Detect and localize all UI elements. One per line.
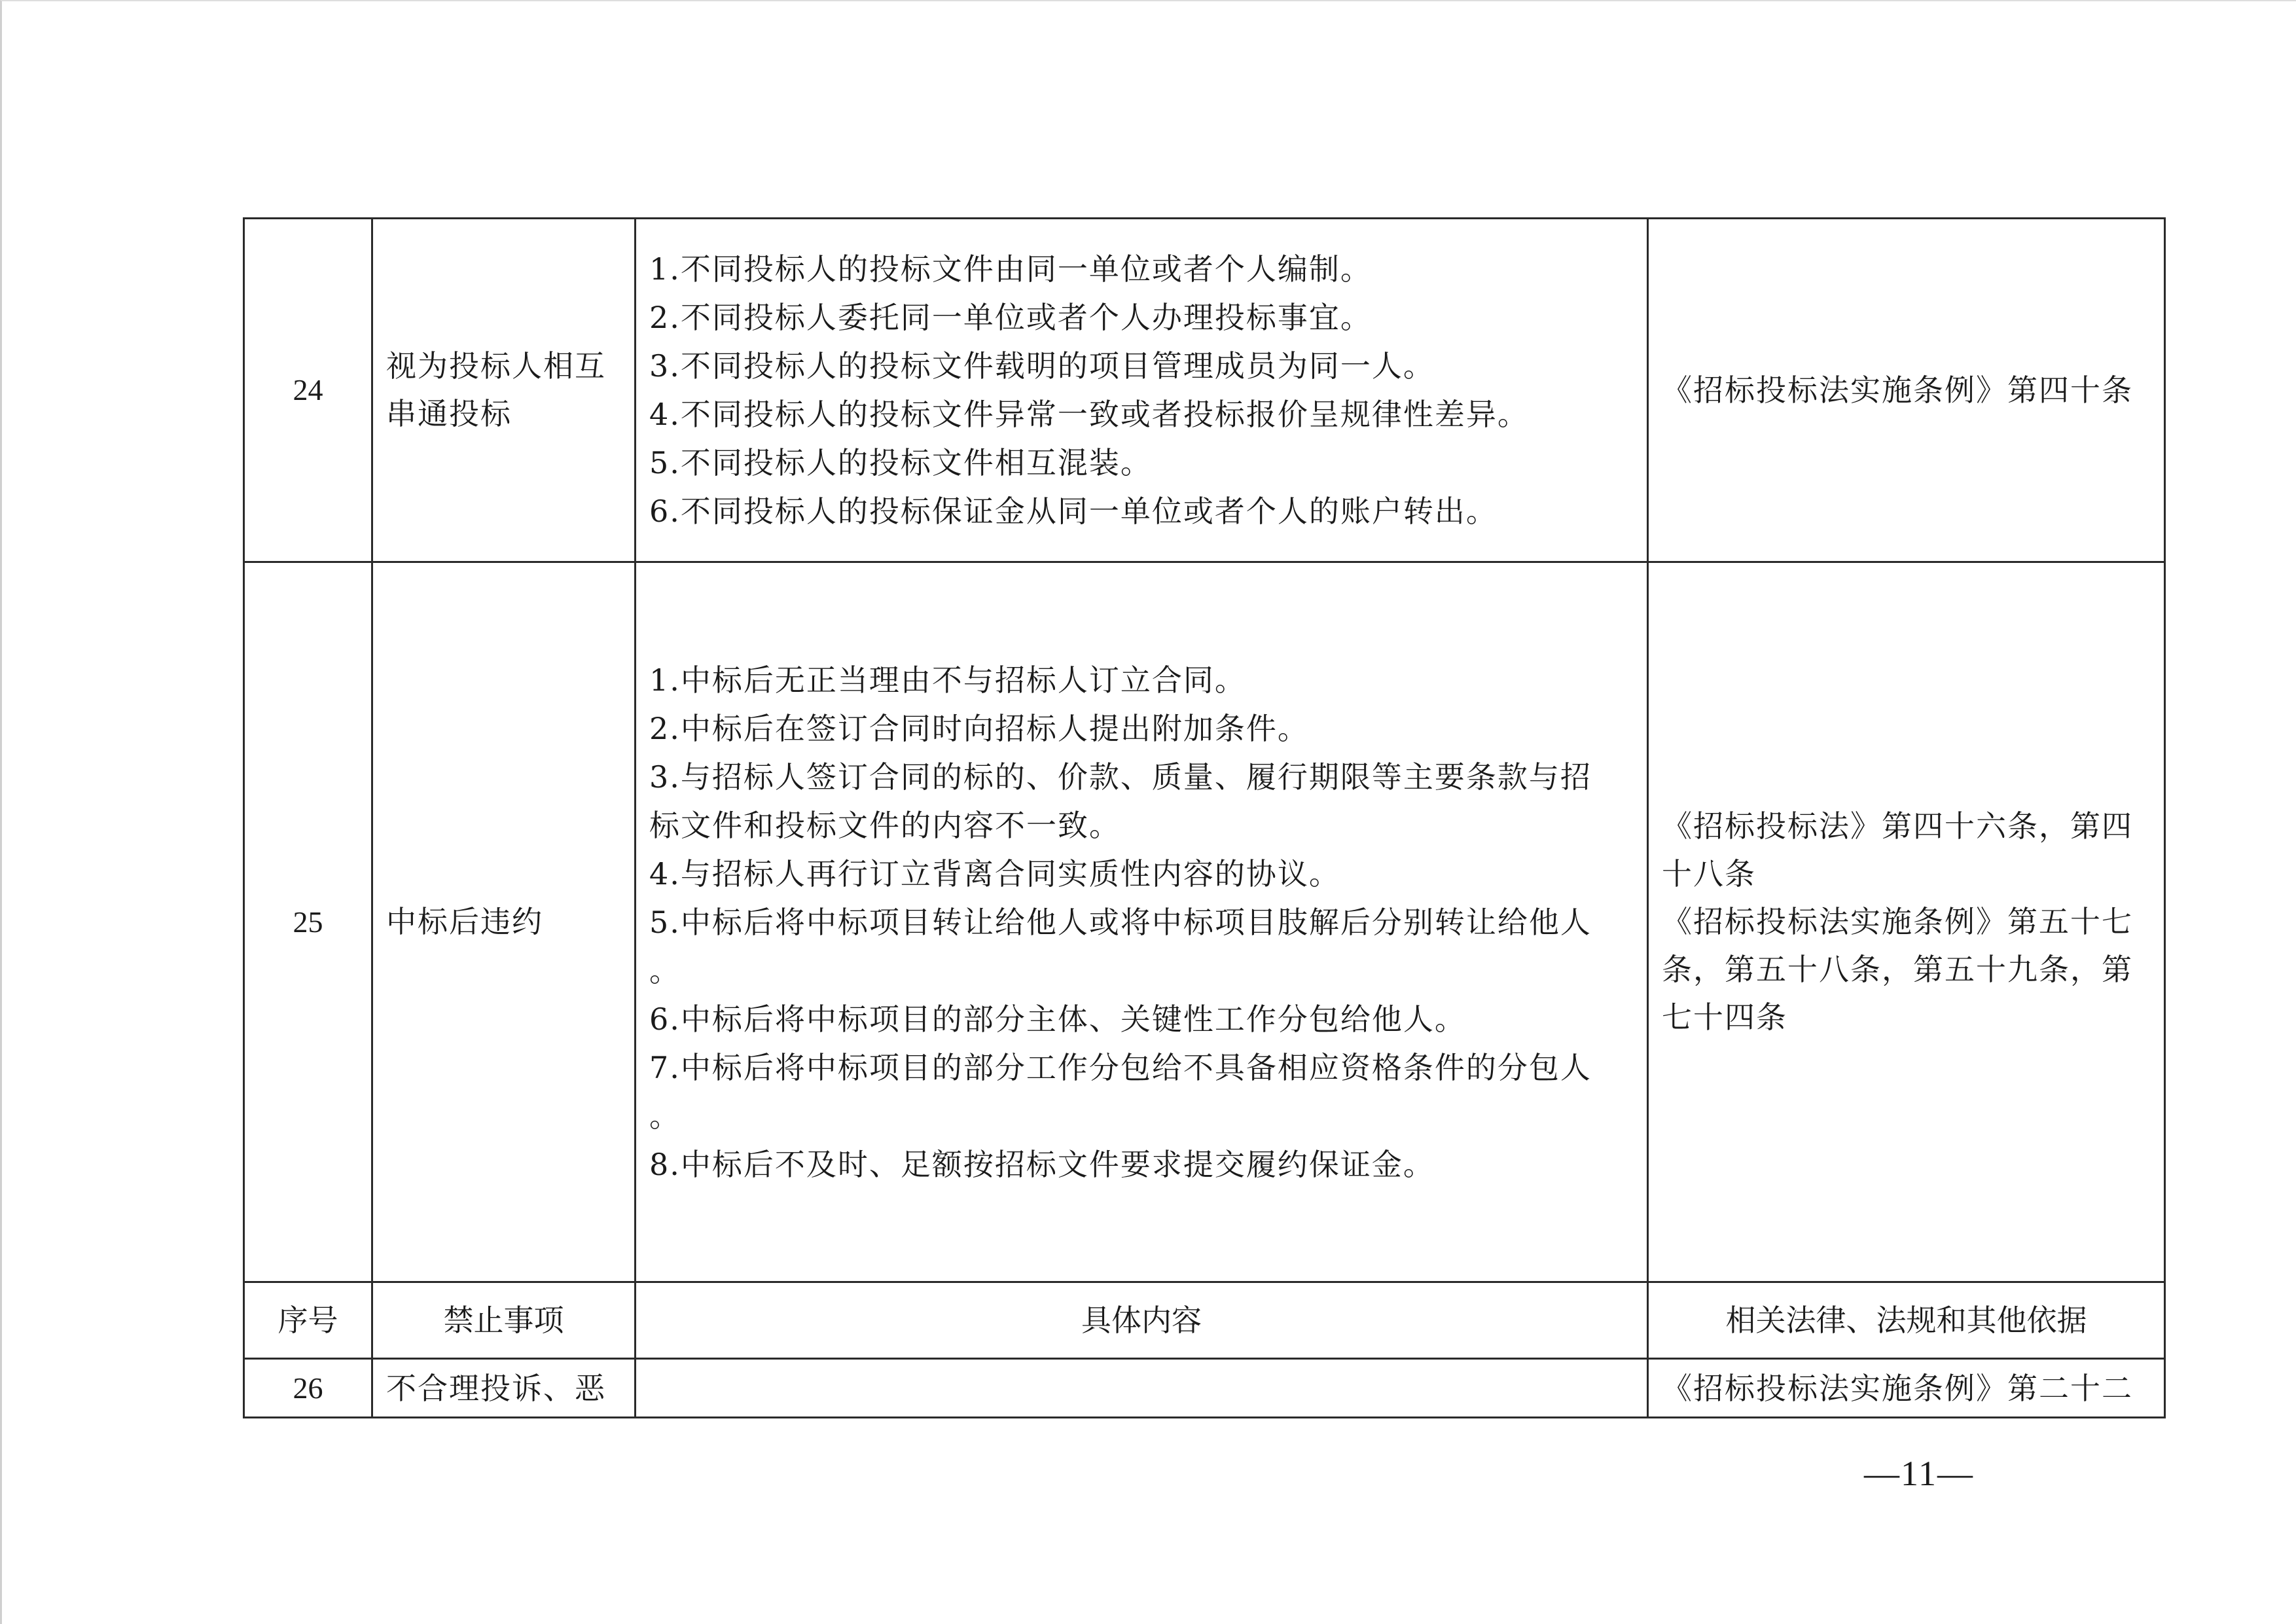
basis-cell (1648, 562, 2165, 1282)
basis-line: 《招标投标法实施条例》第二十二 (1662, 1370, 2133, 1406)
content-line: 1.不同投标人的投标文件由同一单位或者个人编制。 (649, 251, 1372, 287)
content-line: 8.中标后不及时、足额按招标文件要求提交履约保证金。 (649, 1146, 1435, 1182)
prohibited-item: 不合理投诉、恶 (372, 1359, 636, 1418)
content-line: 4.不同投标人的投标文件异常一致或者投标报价呈规律性差异。 (649, 397, 1529, 432)
header-no: 序号 (244, 1282, 372, 1359)
basis-line: 条，第五十八条，第五十九条，第 (1662, 952, 2133, 987)
table-row-26 (244, 1359, 2165, 1418)
basis-cell (1648, 1359, 2165, 1418)
row-number: 26 (244, 1359, 372, 1418)
header-basis: 相关法律、法规和其他依据 (1648, 1282, 2165, 1359)
content-cell (636, 219, 1648, 562)
content-line: 4.与招标人再行订立背离合同实质性内容的协议。 (649, 856, 1340, 892)
table-header-row (244, 1282, 2165, 1359)
header-item: 禁止事项 (372, 1282, 636, 1359)
prohibited-items-table (243, 217, 2166, 1418)
table-row-25 (244, 562, 2165, 1282)
content-line: 3.不同投标人的投标文件载明的项目管理成员为同一人。 (649, 348, 1435, 384)
content-line: 7.中标后将中标项目的部分工作分包给不具备相应资格条件的分包人 (649, 1049, 1592, 1085)
content-line: 5.不同投标人的投标文件相互混装。 (649, 445, 1152, 480)
content-line: 6.不同投标人的投标保证金从同一单位或者个人的账户转出。 (649, 494, 1498, 529)
content-line: 2.中标后在签订合同时向招标人提出附加条件。 (649, 710, 1309, 746)
content-line: 。 (649, 1098, 681, 1134)
basis-line: 《招标投标法实施条例》第五十七 (1662, 904, 2133, 939)
prohibited-item: 中标后违约 (372, 562, 636, 1282)
content-line: 3.与招标人签订合同的标的、价款、质量、履行期限等主要条款与招 (649, 759, 1592, 795)
prohibited-item: 视为投标人相互串通投标 (372, 219, 636, 562)
basis-cell (1648, 219, 2165, 562)
basis-line: 《招标投标法实施条例》第四十条 (1662, 372, 2133, 408)
row-number: 25 (244, 562, 372, 1282)
content-cell (636, 562, 1648, 1282)
content-line: 6.中标后将中标项目的部分主体、关键性工作分包给他人。 (649, 1001, 1466, 1037)
content-line: 5.中标后将中标项目转让给他人或将中标项目肢解后分别转让给他人 (649, 904, 1592, 940)
basis-line: 《招标投标法》第四十六条，第四 (1662, 808, 2133, 844)
content-line: 。 (649, 952, 681, 988)
content-line: 1.中标后无正当理由不与招标人订立合同。 (649, 662, 1246, 698)
page-number: —11— (1864, 1454, 1974, 1493)
content-line: 2.不同投标人委托同一单位或者个人办理投标事宜。 (649, 300, 1372, 335)
row-number: 24 (244, 219, 372, 562)
header-content: 具体内容 (636, 1282, 1648, 1359)
basis-line: 十八条 (1662, 856, 1756, 892)
basis-line: 七十四条 (1662, 1000, 1787, 1035)
content-line: 标文件和投标文件的内容不一致。 (649, 807, 1121, 843)
content-cell (636, 1359, 1648, 1418)
table-row-24 (244, 219, 2165, 562)
